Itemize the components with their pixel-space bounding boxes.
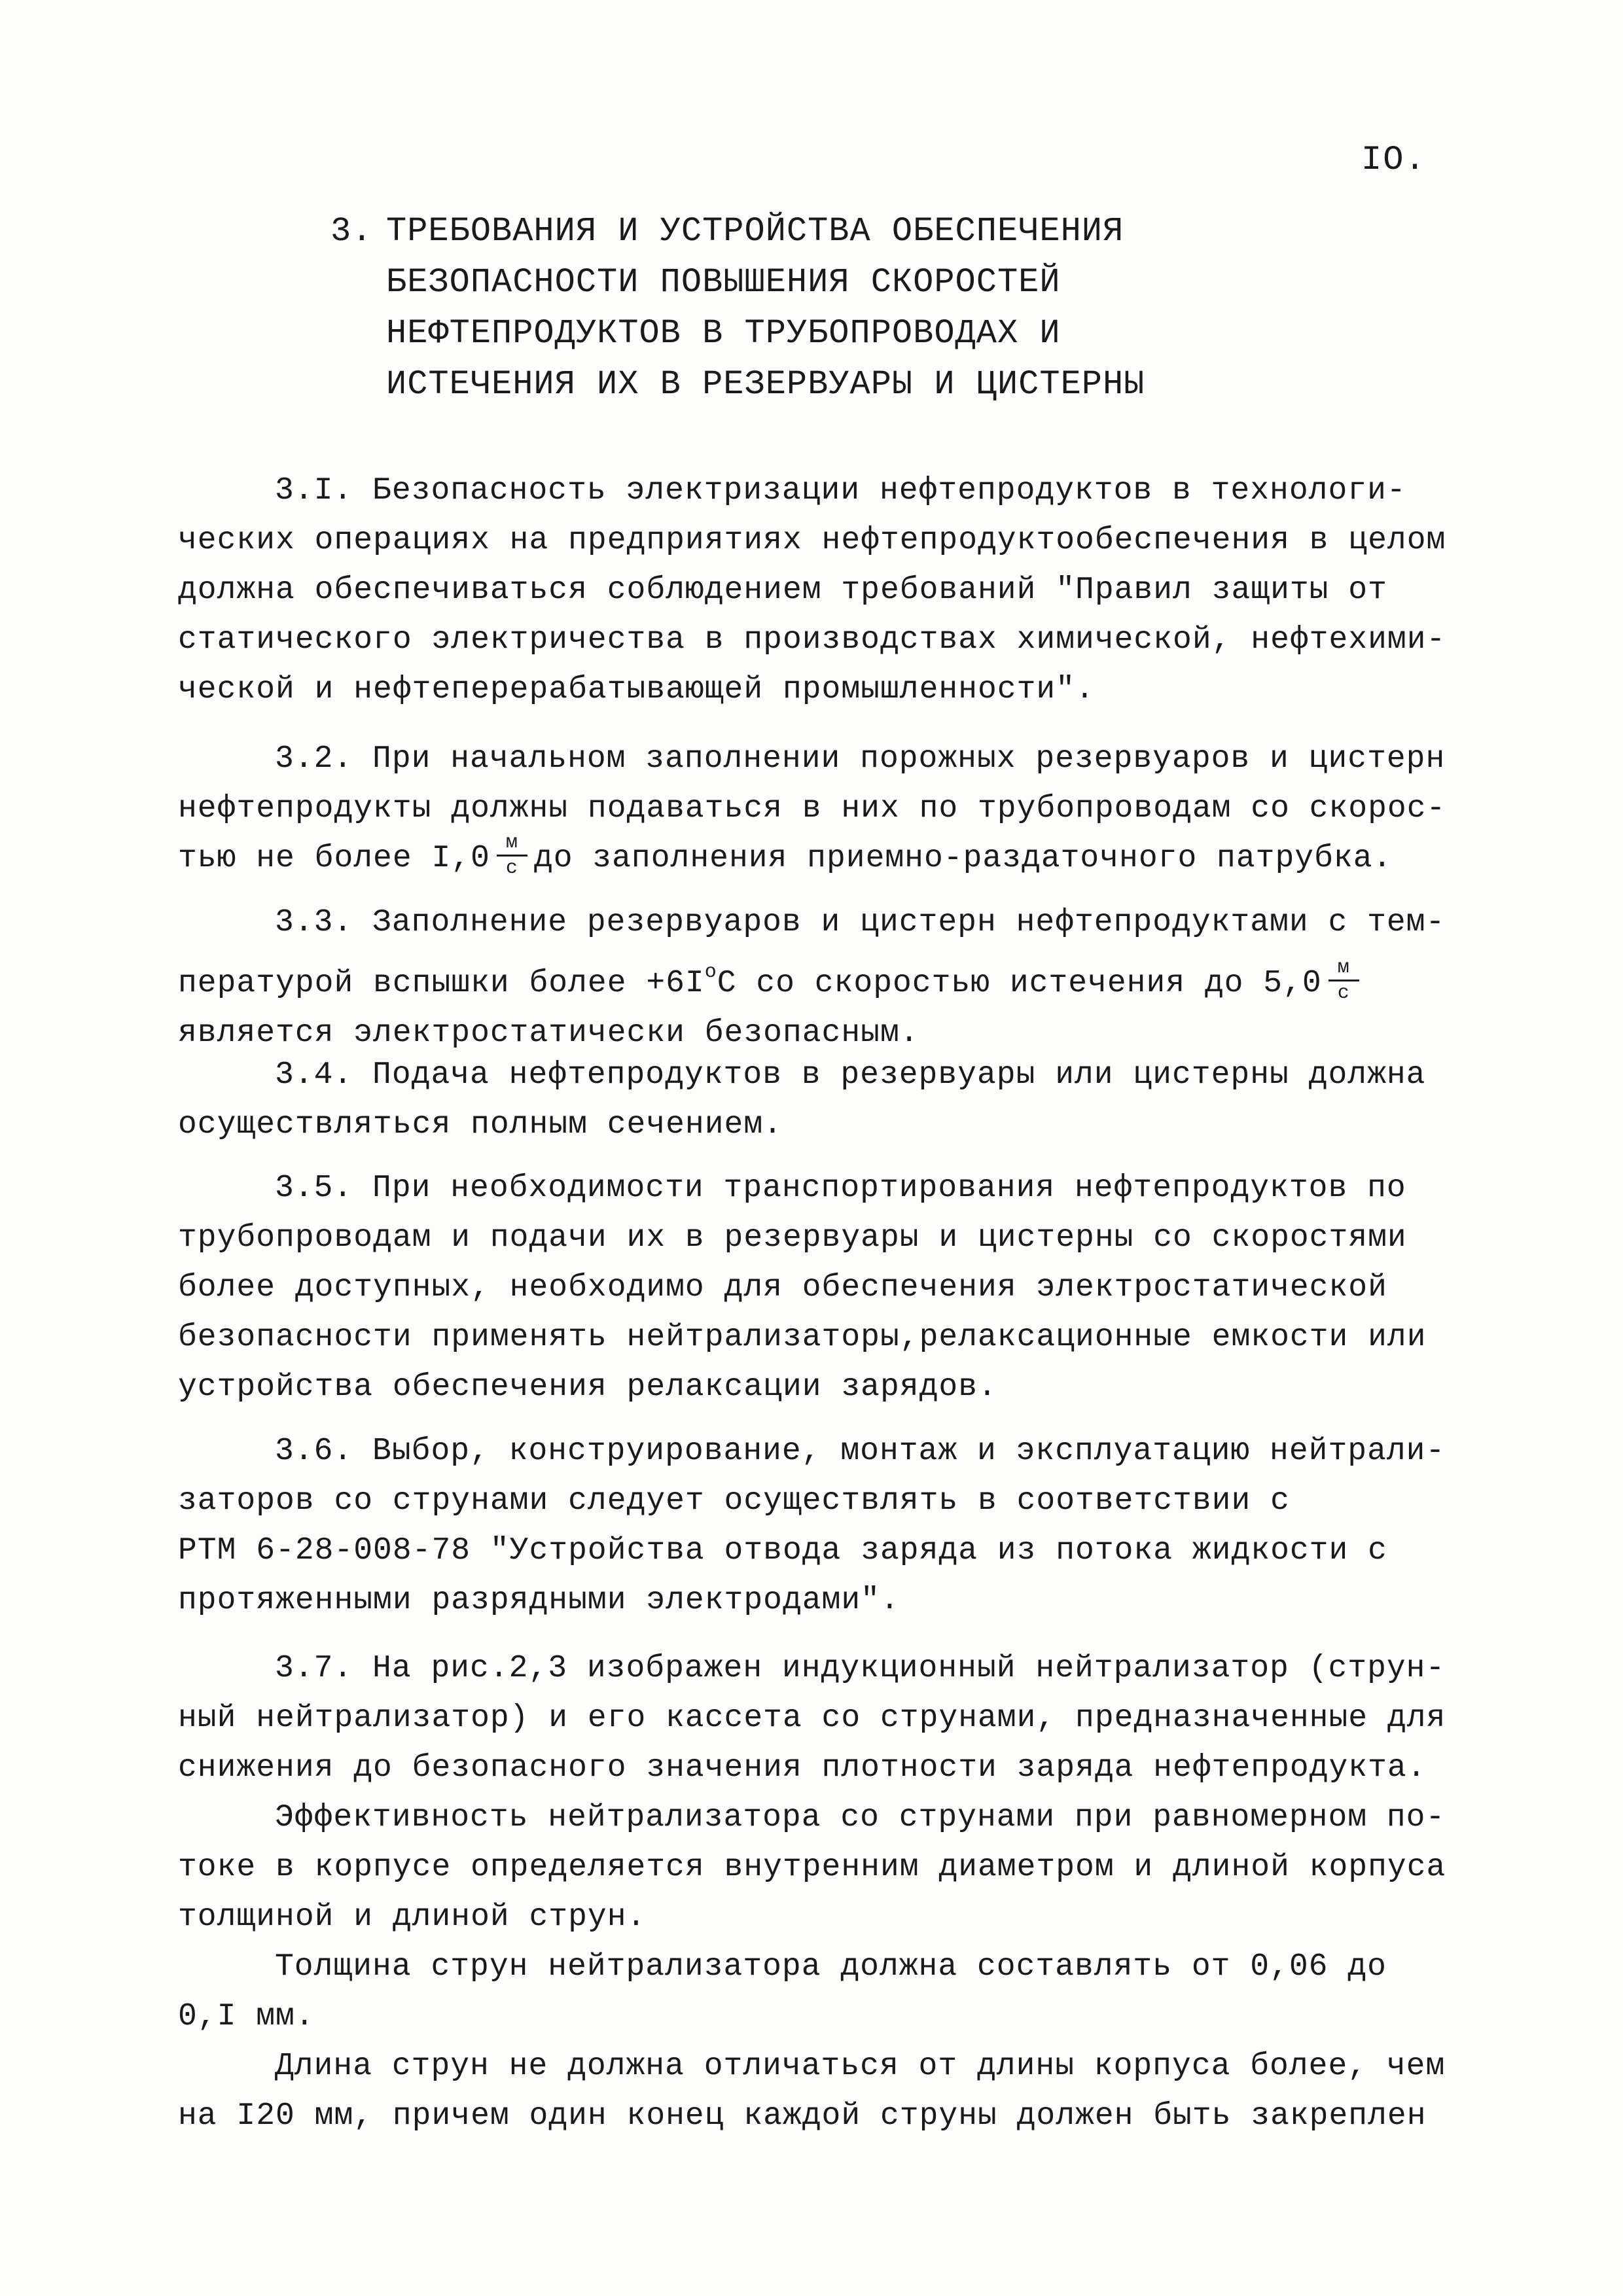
heading-line-2: БЕЗОПАСНОСТИ ПОВЫШЕНИЯ СКОРОСТЕЙ <box>386 263 1061 302</box>
text-line: тью не более I,0 $\frac{м}{с}$ до заполнения приемно-раздаточного патрубка. <box>178 831 1393 879</box>
text-line: 3.7. На рис.2,3 изображен индукционный нейтрализатор (струн- <box>275 1651 1446 1686</box>
text-line: 0,I мм. <box>178 1999 315 2034</box>
paragraph-3-5 <box>178 1163 1461 1412</box>
paragraph-3-7 <box>178 1644 1461 1793</box>
paragraph-thickness <box>178 1942 1461 2041</box>
paragraph-3-4 <box>178 1050 1461 1150</box>
text-line: более доступных, необходимо для обеспечения электростатической <box>178 1270 1387 1305</box>
heading-line-4: ИСТЕЧЕНИЯ ИХ В РЕЗЕРВУАРЫ И ЦИСТЕРНЫ <box>386 365 1145 404</box>
text-line: является электростатически безопасным. <box>178 1016 919 1051</box>
text-line: толщиной и длиной струн. <box>178 1899 647 1935</box>
text-line: снижения до безопасного значения плотности заряда нефтепродукта. <box>178 1750 1427 1786</box>
text-line: 3.2. При начальном заполнении порожных резервуаров и цистерн <box>275 741 1446 777</box>
text-line: трубопроводам и подачи их в резервуары и цистерны со скоростями <box>178 1220 1407 1256</box>
text-line: протяженными разрядными электродами". <box>178 1583 900 1618</box>
text-line: пературой вспышки более $+6I^oС$ со скоростью истечения до 5,0 $\frac{м}{с}$ <box>178 947 1461 1008</box>
section-heading <box>330 206 1410 410</box>
text-line: заторов со струнами следует осуществлять в соответствии с <box>178 1483 1290 1519</box>
heading-line-3: НЕФТЕПРОДУКТОВ В ТРУБОПРОВОДАХ И <box>386 314 1061 353</box>
text-line: должна обеспечиваться соблюдением требований "Правил защиты от <box>178 573 1387 608</box>
paragraph-3-2 <box>178 734 1461 883</box>
degree-symbol: o <box>704 961 717 983</box>
text-line: 3.I. Безопасность электризации нефтепродуктов в технологи- <box>275 473 1406 508</box>
paragraph-efficiency <box>178 1793 1461 1942</box>
text-line: Эффективность нейтрализатора со струнами при равномерном по- <box>275 1800 1446 1835</box>
text-line: 3.6. Выбор, конструирование, монтаж и эксплуатацию нейтрали- <box>275 1434 1446 1469</box>
paragraph-3-3 <box>178 898 1461 1058</box>
heading-line-1: 3. ТРЕБОВАНИЯ И УСТРОЙСТВА ОБЕСПЕЧЕНИЯ <box>330 206 1410 257</box>
text-line: РТМ 6-28-008-78 "Устройства отвода заряда из потока жидкости с <box>178 1533 1387 1568</box>
text-line: Толщина струн нейтрализатора должна составлять от 0,06 до <box>275 1949 1387 1985</box>
text-line: безопасности применять нейтрализаторы,релаксационные емкости или <box>178 1320 1427 1355</box>
page-number: IO. <box>1361 141 1427 179</box>
text-line: 3.4. Подача нефтепродуктов в резервуары или цистерны должна <box>275 1057 1426 1093</box>
text-line: ный нейтрализатор) и его кассета со струнами, предназначенные для <box>178 1701 1446 1736</box>
text-line: статического электричества в производствах химической, нефтехими- <box>178 622 1446 658</box>
text-line: 3.3. Заполнение резервуаров и цистерн нефтепродуктами с тем- <box>275 905 1446 940</box>
unit-fraction-m-per-s: $\frac{м}{с}$ <box>497 833 527 878</box>
unit-fraction-m-per-s: $\frac{м}{с}$ <box>1329 958 1359 1003</box>
heading-number: 3. <box>330 212 373 251</box>
text-line: 3.5. При необходимости транспортирования нефтепродуктов по <box>275 1171 1406 1206</box>
paragraph-3-6 <box>178 1426 1461 1625</box>
text-line: токе в корпусе определяется внутренним диаметром и длиной корпуса <box>178 1850 1446 1885</box>
text-line: Длина струн не должна отличаться от длины корпуса более, чем <box>275 2049 1446 2084</box>
text-line: на I20 мм, причем один конец каждой струны должен быть закреплен <box>178 2098 1427 2134</box>
text-line: осуществляться полным сечением. <box>178 1107 783 1142</box>
paragraph-3-1 <box>178 466 1461 715</box>
text-line: нефтепродукты должны подаваться в них по трубопроводам со скорос- <box>178 791 1446 826</box>
text-line: устройства обеспечения релаксации зарядов. <box>178 1369 997 1405</box>
text-line: ческих операциях на предприятиях нефтепродуктообеспечения в целом <box>178 523 1446 558</box>
text-line: ческой и нефтеперерабатывающей промышленности". <box>178 672 1095 707</box>
paragraph-length <box>178 2041 1461 2141</box>
